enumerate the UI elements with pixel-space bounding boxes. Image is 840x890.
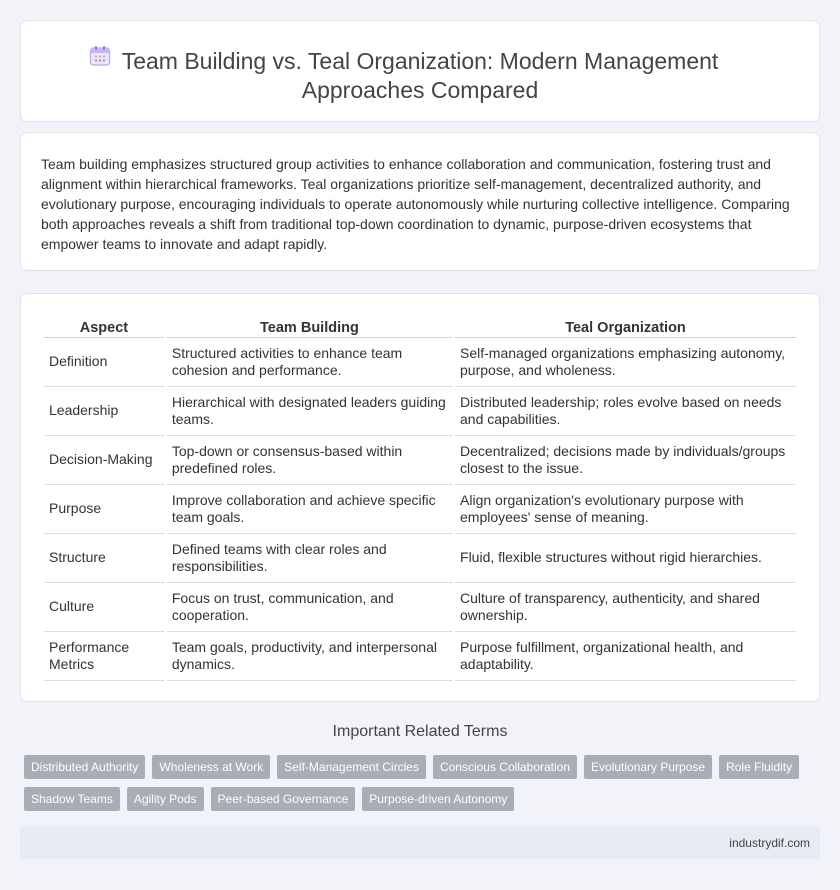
footer-bar	[20, 826, 820, 859]
team-building-cell: Hierarchical with designated leaders guiding teams.	[167, 387, 452, 436]
related-term-tag[interactable]: Agility Pods	[127, 787, 204, 811]
related-term-tag[interactable]: Evolutionary Purpose	[584, 755, 712, 779]
related-term-tag[interactable]: Purpose-driven Autonomy	[362, 787, 514, 811]
team-building-cell: Top-down or consensus-based within predefined roles.	[167, 436, 452, 485]
column-header-teal-organization: Teal Organization	[455, 314, 796, 338]
table-header-row	[44, 314, 796, 338]
related-terms-heading: Important Related Terms	[332, 723, 508, 740]
aspect-cell: Purpose	[44, 485, 164, 534]
aspect-cell: Structure	[44, 534, 164, 583]
page-title-line-1: Team Building vs. Teal Organization: Modern Management	[121, 48, 719, 74]
aspect-cell: Definition	[44, 338, 164, 387]
related-term-tag[interactable]: Peer-based Governance	[211, 787, 356, 811]
team-building-cell: Structured activities to enhance team cohesion and performance.	[167, 338, 452, 387]
table-row	[44, 387, 796, 436]
page-title-line-2: Approaches Compared	[301, 77, 539, 103]
source-label: industrydif.com	[729, 836, 810, 850]
aspect-cell: Decision-Making	[44, 436, 164, 485]
column-header-team-building: Team Building	[167, 314, 452, 338]
related-term-tag[interactable]: Wholeness at Work	[152, 755, 270, 779]
aspect-cell: Culture	[44, 583, 164, 632]
teal-organization-cell: Culture of transparency, authenticity, and shared ownership.	[455, 583, 796, 632]
table-row	[44, 485, 796, 534]
teal-organization-cell: Align organization's evolutionary purpose with employees' sense of meaning.	[455, 485, 796, 534]
team-building-cell: Defined teams with clear roles and responsibilities.	[167, 534, 452, 583]
intro-card	[20, 132, 820, 271]
team-building-cell: Focus on trust, communication, and cooperation.	[167, 583, 452, 632]
team-building-cell: Team goals, productivity, and interpersonal dynamics.	[167, 632, 452, 681]
page-title	[21, 47, 819, 105]
table-row	[44, 632, 796, 681]
comparison-table	[41, 314, 799, 681]
aspect-cell: Performance Metrics	[44, 632, 164, 681]
teal-organization-cell: Decentralized; decisions made by individuals/groups closest to the issue.	[455, 436, 796, 485]
table-row	[44, 338, 796, 387]
table-row	[44, 534, 796, 583]
title-card	[20, 20, 820, 122]
related-terms-list	[24, 755, 824, 811]
related-term-tag[interactable]: Self-Management Circles	[277, 755, 426, 779]
teal-organization-cell: Fluid, flexible structures without rigid hierarchies.	[455, 534, 796, 583]
related-term-tag[interactable]: Shadow Teams	[24, 787, 120, 811]
related-term-tag[interactable]: Role Fluidity	[719, 755, 799, 779]
teal-organization-cell: Self-managed organizations emphasizing autonomy, purpose, and wholeness.	[455, 338, 796, 387]
aspect-cell: Leadership	[44, 387, 164, 436]
teal-organization-cell: Distributed leadership; roles evolve based on needs and capabilities.	[455, 387, 796, 436]
related-term-tag[interactable]: Distributed Authority	[24, 755, 145, 779]
table-row	[44, 583, 796, 632]
intro-paragraph: Team building emphasizes structured group activities to enhance collaboration and communication, fostering trust and alignment within hierarchical frameworks. Teal organizations prioritize self-management, decentralized authority, and evolutionary purpose, encouraging individuals to operate autonomously while nurturing collective intelligence. Comparing both approaches reveals a shift from traditional top-down coordination to dynamic, purpose-driven ecosystems that empower teams to innovate and adapt rapidly.	[41, 156, 790, 252]
related-term-tag[interactable]: Conscious Collaboration	[433, 755, 577, 779]
column-header-aspect: Aspect	[44, 314, 164, 338]
team-building-cell: Improve collaboration and achieve specific team goals.	[167, 485, 452, 534]
teal-organization-cell: Purpose fulfillment, organizational health, and adaptability.	[455, 632, 796, 681]
comparison-table-card	[20, 293, 820, 702]
table-row	[44, 436, 796, 485]
